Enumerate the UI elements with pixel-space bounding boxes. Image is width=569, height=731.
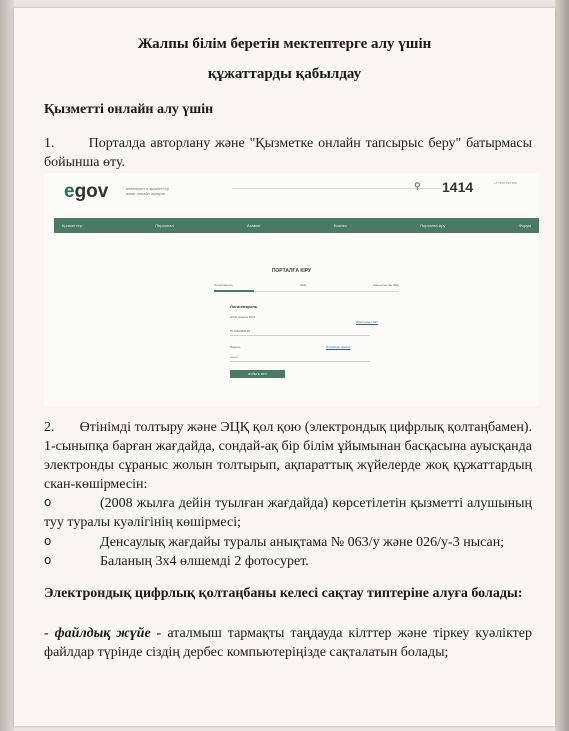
list-item-text: Денсаулық жағдайы туралы анықтама № 063/у және 026/у-3 нысан;: [100, 535, 505, 550]
iin-field[interactable]: 871030450145: [230, 329, 251, 333]
tab-remote-eds[interactable]: Қашықтықтан ЭЦҚ: [373, 283, 399, 287]
photo-left-edge: [0, 0, 14, 731]
portal-screenshot: [44, 173, 539, 406]
nav-item[interactable]: Порталға кіру: [420, 223, 446, 228]
register-link[interactable]: Порталда тіркелу: [326, 345, 351, 349]
step-1-paragraph: [44, 134, 532, 172]
list-item: [44, 552, 532, 571]
forgot-password-link[interactable]: Ұмыттыңыз ба?: [356, 320, 378, 324]
logo-tagline: мемлекеттік қызметтер және онлайн ақпарат: [126, 186, 169, 196]
step-1-text: Порталда авторлану және "Қызметке онлайн тапсырыс беру" батырмасы бойынша өту.: [44, 136, 532, 170]
password-label: Пароль: [230, 345, 241, 349]
list-item: [44, 494, 532, 532]
login-tabs: [214, 283, 399, 287]
login-button[interactable]: ЖҮЙЕГЕ КІРУ: [230, 370, 285, 378]
tab-eds[interactable]: ЭЦҚ: [299, 283, 307, 287]
photo-right-edge: [555, 0, 569, 731]
step-2-paragraph: [44, 418, 532, 494]
bullet-icon: o: [44, 553, 52, 567]
egov-logo: egov: [64, 181, 109, 202]
signature-heading: Электрондық цифрлық қолтаңбаны келесі сақтау типтеріне алуға болады:: [44, 586, 523, 601]
step-1-number: 1.: [44, 136, 55, 151]
list-item-text: (2008 жылға дейін туылған жағдайда) көрсетілетін қызметті алушының туу туралы куәлігінің көшірмесі;: [44, 496, 532, 530]
nav-item[interactable]: Форум: [518, 223, 531, 228]
nav-item[interactable]: Персонал: [155, 223, 174, 228]
login-title: ПОРТАЛҒА КІРУ: [271, 268, 312, 274]
nav-item[interactable]: Бизнес: [333, 223, 347, 228]
list-item: [44, 533, 532, 552]
portal-navbar: [54, 218, 539, 233]
document-title-line1: Жалпы білім беретін мектептерге алу үшін: [137, 36, 432, 52]
nav-item[interactable]: Қызметтер: [62, 223, 82, 228]
nav-item[interactable]: Азамат: [247, 223, 261, 228]
search-icon[interactable]: ⚲: [414, 182, 421, 192]
form-heading: Логин/пароль: [230, 304, 258, 309]
file-system-paragraph: [44, 624, 532, 662]
bullet-icon: o: [44, 495, 52, 509]
search-bar[interactable]: [232, 188, 442, 189]
document-title-line2: құжаттарды қабылдау: [207, 66, 362, 82]
hotline-number: 1414: [442, 179, 474, 195]
contact-info: +7 7172 701 999: [494, 181, 517, 185]
iin-field-underline: [230, 335, 370, 336]
iin-label: ЖСН немесе БСН: [230, 315, 256, 319]
file-system-label: - файлдық жүйе -: [44, 626, 162, 641]
password-field-underline: [230, 361, 370, 362]
step-2-number: 2.: [44, 420, 55, 435]
tab-active-indicator: [214, 290, 254, 292]
tab-login-password[interactable]: Логин/пароль: [214, 283, 233, 287]
section-subtitle: Қызметті онлайн алу үшін: [44, 102, 214, 117]
step-2-text: Өтінімді толтыру және ЭЦҚ қол қою (электрондық цифрлық қолтаңбамен). 1-сыныпқа барған жағдайда, сондай-ақ бір білім ұйымынан басқасына ауысқанда электронды сұраныс жолын толтырып, ақпараттық жүйелерде жоқ құжаттардың скан-көшірмесін:: [44, 420, 533, 492]
document-page: [14, 8, 555, 726]
file-system-text: аталмыш тармақты таңдауда кілттер және тіркеу куәліктер файлдар түрінде сіздің дербес компьютеріңізде сақталатын болады;: [44, 626, 533, 660]
list-item-text: Баланың 3х4 өлшемді 2 фотосурет.: [100, 554, 309, 569]
bullet-icon: o: [44, 534, 52, 548]
password-field[interactable]: ••••••••: [230, 355, 239, 359]
